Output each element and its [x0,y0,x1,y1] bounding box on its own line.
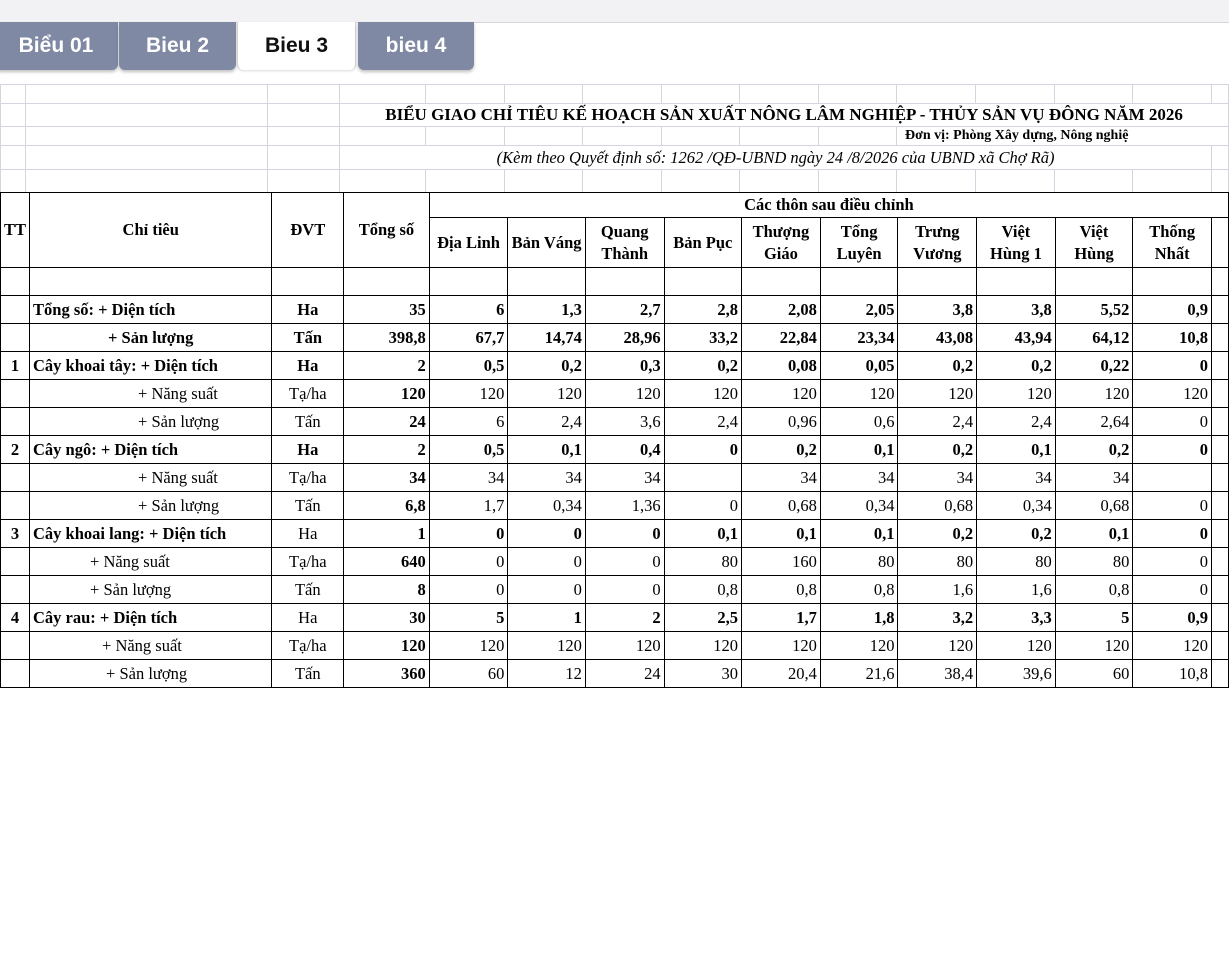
cell-label[interactable]: Cây ngô: + Diện tích [30,436,272,464]
cell-value[interactable]: 1,8 [820,604,898,632]
cell-value[interactable]: 14,74 [508,324,586,352]
cell-value[interactable]: 1,7 [742,604,821,632]
plan-table [0,84,1229,193]
cell-value[interactable]: 0,34 [820,492,898,520]
cell-value[interactable]: 0,2 [977,520,1056,548]
cell-value[interactable]: 34 [508,464,586,492]
cell-value[interactable]: 120 [429,380,508,408]
cell-value[interactable]: 39,6 [977,660,1056,688]
cell-dvt[interactable]: Ha [272,352,344,380]
sheet-title: BIỂU GIAO CHỈ TIÊU KẾ HOẠCH SẢN XUẤT NÔNG LÂM NGHIỆP - THỦY SẢN VỤ ĐÔNG NĂM 2026 [340,104,1229,127]
cell-value[interactable]: 43,94 [977,324,1056,352]
cell-total[interactable]: 35 [344,296,430,324]
header-thon: Quang Thành [585,218,664,268]
header-chi-tieu: Chỉ tiêu [30,193,272,268]
cell-value[interactable]: 0,34 [977,492,1056,520]
cell-label[interactable]: Tổng số: + Diện tích [30,296,272,324]
cell-extra [1211,660,1228,688]
cell-value[interactable]: 24 [585,660,664,688]
cell-value[interactable]: 5 [1055,604,1133,632]
cell-value[interactable]: 0,1 [1055,520,1133,548]
cell-value[interactable]: 0 [664,436,741,464]
cell-label[interactable]: Cây rau: + Diện tích [30,604,272,632]
cell-value[interactable]: 0 [508,520,586,548]
cell-value[interactable]: 0,2 [508,352,586,380]
cell-value[interactable]: 0,68 [898,492,977,520]
cell-value[interactable]: 0,2 [898,436,977,464]
header-tong-so: Tổng số [344,193,430,268]
cell-total[interactable]: 2 [344,352,430,380]
cell-tt[interactable]: 1 [1,352,30,380]
cell-value[interactable]: 2,4 [977,408,1056,436]
cell-label[interactable]: + Sản lượng [30,492,272,520]
table-row [1,408,1229,436]
cell-dvt[interactable]: Tạ/ha [272,632,344,660]
cell-value[interactable]: 0,2 [1055,436,1133,464]
cell-value[interactable]: 0,2 [898,520,977,548]
cell-value[interactable]: 1,7 [429,492,508,520]
cell-value[interactable]: 2,7 [585,296,664,324]
cell-total[interactable]: 34 [344,464,430,492]
cell-value[interactable]: 34 [1055,464,1133,492]
cell-value[interactable]: 10,8 [1133,660,1212,688]
cell-value[interactable]: 6 [429,296,508,324]
cell-tt[interactable]: 2 [1,436,30,464]
cell-label[interactable]: + Sản lượng [30,576,272,604]
cell-value[interactable]: 0,22 [1055,352,1133,380]
cell-label[interactable]: + Sản lượng [30,660,272,688]
cell-value[interactable]: 60 [1055,660,1133,688]
cell-value[interactable]: 120 [508,632,586,660]
cell-dvt[interactable]: Tấn [272,576,344,604]
cell-value[interactable]: 2,05 [820,296,898,324]
cell-dvt[interactable]: Tạ/ha [272,548,344,576]
cell-tt[interactable] [1,548,30,576]
window-top-band [0,0,1229,23]
cell-value[interactable]: 0,8 [1055,576,1133,604]
cell-value[interactable]: 120 [742,380,821,408]
table-row [1,380,1229,408]
cell-dvt[interactable]: Tạ/ha [272,464,344,492]
cell-label[interactable]: + Sản lượng [30,408,272,436]
cell-label[interactable]: + Năng suất [30,464,272,492]
header-thon: Thượng Giáo [742,218,821,268]
cell-total[interactable]: 24 [344,408,430,436]
cell-value[interactable]: 0,2 [977,352,1056,380]
header-tt: TT [1,193,30,268]
cell-tt[interactable] [1,464,30,492]
cell-value[interactable]: 0,34 [508,492,586,520]
cell-value[interactable]: 120 [585,632,664,660]
header-extra [1211,218,1228,268]
cell-value[interactable]: 10,8 [1133,324,1212,352]
cell-value[interactable]: 120 [820,380,898,408]
cell-value[interactable]: 2,08 [742,296,821,324]
cell-value[interactable]: 0,9 [1133,604,1212,632]
cell-total[interactable]: 120 [344,632,430,660]
cell-tt[interactable] [1,660,30,688]
cell-value[interactable]: 0,68 [742,492,821,520]
table-row [1,492,1229,520]
spreadsheet-area[interactable] [0,84,1229,688]
table-row [1,352,1229,380]
cell-label[interactable]: + Năng suất [30,380,272,408]
cell-value[interactable]: 0,08 [742,352,821,380]
cell-value[interactable]: 0 [585,548,664,576]
cell-total[interactable]: 120 [344,380,430,408]
cell-value[interactable]: 0,1 [742,520,821,548]
cell-value[interactable]: 0 [1133,436,1212,464]
cell-value[interactable]: 120 [585,380,664,408]
header-thon: Việt Hùng 1 [977,218,1056,268]
cell-dvt[interactable]: Tấn [272,660,344,688]
cell-extra [1211,464,1228,492]
cell-extra [1211,604,1228,632]
tab-bieu-4[interactable]: bieu 4 [358,22,474,70]
cell-value[interactable]: 0,2 [664,352,741,380]
cell-value[interactable]: 1,6 [977,576,1056,604]
cell-value[interactable]: 0,9 [1133,296,1212,324]
cell-tt[interactable] [1,632,30,660]
cell-total[interactable]: 2 [344,436,430,464]
cell-value[interactable]: 80 [1055,548,1133,576]
cell-value[interactable]: 0 [664,492,741,520]
cell-extra [1211,436,1228,464]
cell-value[interactable]: 1 [508,604,586,632]
cell-label[interactable]: + Năng suất [30,632,272,660]
cell-value[interactable]: 120 [1133,380,1212,408]
cell-dvt[interactable]: Ha [272,436,344,464]
cell-value[interactable]: 120 [664,380,741,408]
cell-dvt[interactable]: Ha [272,604,344,632]
cell-value[interactable]: 0 [508,576,586,604]
blank-row [1,85,1229,104]
cell-dvt[interactable]: Tấn [272,492,344,520]
cell-value[interactable]: 3,8 [898,296,977,324]
cell-value[interactable]: 0 [1133,492,1212,520]
cell-value[interactable]: 0,1 [508,436,586,464]
header-thon: Bản Pục [664,218,741,268]
cell-value[interactable]: 0,6 [820,408,898,436]
cell-tt[interactable] [1,324,30,352]
cell-value[interactable]: 43,08 [898,324,977,352]
cell-value[interactable]: 38,4 [898,660,977,688]
cell-value[interactable]: 34 [585,464,664,492]
table-row [1,548,1229,576]
sheet-tab-bar [0,22,1229,70]
table-row [1,576,1229,604]
cell-total[interactable]: 8 [344,576,430,604]
cell-label[interactable]: + Năng suất [30,548,272,576]
cell-total[interactable]: 360 [344,660,430,688]
cell-value[interactable]: 0 [1133,548,1212,576]
cell-extra [1211,520,1228,548]
cell-value[interactable]: 2,64 [1055,408,1133,436]
cell-value[interactable]: 0 [585,520,664,548]
cell-extra [1211,492,1228,520]
cell-value[interactable]: 0,3 [585,352,664,380]
header-dvt: ĐVT [272,193,344,268]
table-row [1,660,1229,688]
table-row [1,520,1229,548]
cell-value[interactable]: 2,5 [664,604,741,632]
table-row [1,464,1229,492]
cell-extra [1211,548,1228,576]
cell-value[interactable]: 34 [429,464,508,492]
cell-total[interactable]: 30 [344,604,430,632]
table-row [1,604,1229,632]
cell-extra [1211,408,1228,436]
cell-value[interactable]: 64,12 [1055,324,1133,352]
unit-label: Đơn vị: Phòng Xây dựng, Nông nghiệ [896,127,1228,146]
cell-value[interactable]: 80 [898,548,977,576]
cell-value[interactable]: 0,8 [664,576,741,604]
tab-bieu-01[interactable]: Biểu 01 [0,22,118,70]
cell-value[interactable]: 3,6 [585,408,664,436]
cell-value[interactable]: 0,5 [429,436,508,464]
cell-dvt[interactable]: Ha [272,520,344,548]
cell-value[interactable]: 120 [429,632,508,660]
cell-value[interactable]: 12 [508,660,586,688]
cell-value[interactable]: 0,1 [820,520,898,548]
cell-value[interactable]: 0,2 [742,436,821,464]
cell-value[interactable]: 0,1 [977,436,1056,464]
cell-value[interactable]: 34 [820,464,898,492]
cell-value[interactable]: 34 [742,464,821,492]
cell-value[interactable]: 67,7 [429,324,508,352]
cell-dvt[interactable]: Ha [272,296,344,324]
cell-value[interactable]: 20,4 [742,660,821,688]
cell-value[interactable]: 2 [585,604,664,632]
cell-value[interactable]: 0,2 [898,352,977,380]
tab-bieu-3[interactable]: Bieu 3 [237,22,356,70]
cell-tt[interactable]: 4 [1,604,30,632]
cell-tt[interactable] [1,492,30,520]
header-thon: Trưng Vương [898,218,977,268]
cell-extra [1211,324,1228,352]
cell-value[interactable]: 21,6 [820,660,898,688]
cell-value[interactable]: 0,4 [585,436,664,464]
cell-value[interactable]: 34 [977,464,1056,492]
cell-value[interactable]: 120 [898,632,977,660]
cell-value[interactable]: 120 [898,380,977,408]
cell-label[interactable]: + Sản lượng [30,324,272,352]
cell-value[interactable]: 120 [820,632,898,660]
cell-value[interactable]: 0,1 [664,520,741,548]
cell-value[interactable]: 0,8 [742,576,821,604]
cell-value[interactable]: 120 [1133,632,1212,660]
cell-value[interactable]: 80 [820,548,898,576]
cell-extra [1211,352,1228,380]
header-thon: Địa Linh [429,218,508,268]
cell-value[interactable]: 0,1 [820,436,898,464]
cell-value[interactable]: 3,3 [977,604,1056,632]
cell-tt[interactable]: 3 [1,520,30,548]
header-thon: Thống Nhất [1133,218,1212,268]
table-row [1,632,1229,660]
cell-value[interactable]: 3,8 [977,296,1056,324]
cell-value[interactable]: 160 [742,548,821,576]
cell-value[interactable]: 0,05 [820,352,898,380]
cell-value[interactable]: 0 [1133,520,1212,548]
cell-value[interactable] [1133,464,1212,492]
cell-total[interactable]: 1 [344,520,430,548]
table-row [1,296,1229,324]
cell-value[interactable]: 2,4 [664,408,741,436]
cell-total[interactable]: 398,8 [344,324,430,352]
cell-value[interactable]: 0 [429,520,508,548]
cell-extra [1211,576,1228,604]
cell-value[interactable]: 1,3 [508,296,586,324]
cell-tt[interactable] [1,576,30,604]
cell-value[interactable]: 23,34 [820,324,898,352]
cell-label[interactable]: Cây khoai tây: + Diện tích [30,352,272,380]
cell-value[interactable]: 80 [977,548,1056,576]
cell-value[interactable]: 0 [429,548,508,576]
cell-value[interactable]: 0,68 [1055,492,1133,520]
cell-value[interactable]: 33,2 [664,324,741,352]
cell-value[interactable]: 34 [898,464,977,492]
cell-value[interactable]: 120 [1055,380,1133,408]
cell-value[interactable]: 0 [429,576,508,604]
cell-value[interactable]: 28,96 [585,324,664,352]
cell-value[interactable]: 1,36 [585,492,664,520]
cell-value[interactable]: 0 [1133,408,1212,436]
cell-value[interactable]: 0 [1133,576,1212,604]
cell-value[interactable]: 6 [429,408,508,436]
cell-value[interactable]: 0,96 [742,408,821,436]
table-row [1,324,1229,352]
cell-value[interactable]: 5,52 [1055,296,1133,324]
sheet-subtitle: (Kèm theo Quyết định số: 1262 /QĐ-UBND ngày 24 /8/2026 của UBND xã Chợ Rã) [340,146,1212,170]
cell-extra [1211,632,1228,660]
cell-value[interactable]: 2,8 [664,296,741,324]
cell-extra [1211,296,1228,324]
cell-tt[interactable] [1,296,30,324]
header-thon: Bản Váng [508,218,586,268]
cell-total[interactable]: 6,8 [344,492,430,520]
data-table [0,192,1229,688]
cell-value[interactable]: 80 [664,548,741,576]
tab-bieu-2[interactable]: Bieu 2 [119,22,236,70]
cell-tt[interactable] [1,380,30,408]
cell-value[interactable]: 120 [977,380,1056,408]
cell-value[interactable]: 120 [508,380,586,408]
cell-dvt[interactable]: Tấn [272,324,344,352]
cell-value[interactable]: 2,4 [898,408,977,436]
cell-extra [1211,380,1228,408]
header-group: Các thôn sau điều chỉnh [429,193,1228,218]
header-thon: Việt Hùng [1055,218,1133,268]
cell-value[interactable]: 0 [585,576,664,604]
cell-value[interactable]: 5 [429,604,508,632]
cell-value[interactable]: 0,8 [820,576,898,604]
cell-value[interactable]: 0 [508,548,586,576]
header-thon: Tổng Luyên [820,218,898,268]
cell-value[interactable]: 60 [429,660,508,688]
cell-label[interactable]: Cây khoai lang: + Diện tích [30,520,272,548]
cell-dvt[interactable]: Tạ/ha [272,380,344,408]
cell-value[interactable]: 120 [742,632,821,660]
cell-value[interactable]: 30 [664,660,741,688]
cell-value[interactable]: 3,2 [898,604,977,632]
cell-total[interactable]: 640 [344,548,430,576]
cell-dvt[interactable]: Tấn [272,408,344,436]
table-row [1,436,1229,464]
cell-value[interactable]: 0 [1133,352,1212,380]
cell-value[interactable] [664,464,741,492]
cell-value[interactable]: 120 [977,632,1056,660]
cell-value[interactable]: 2,4 [508,408,586,436]
cell-value[interactable]: 120 [664,632,741,660]
cell-value[interactable]: 1,6 [898,576,977,604]
cell-value[interactable]: 0,5 [429,352,508,380]
cell-value[interactable]: 22,84 [742,324,821,352]
cell-tt[interactable] [1,408,30,436]
cell-value[interactable]: 120 [1055,632,1133,660]
